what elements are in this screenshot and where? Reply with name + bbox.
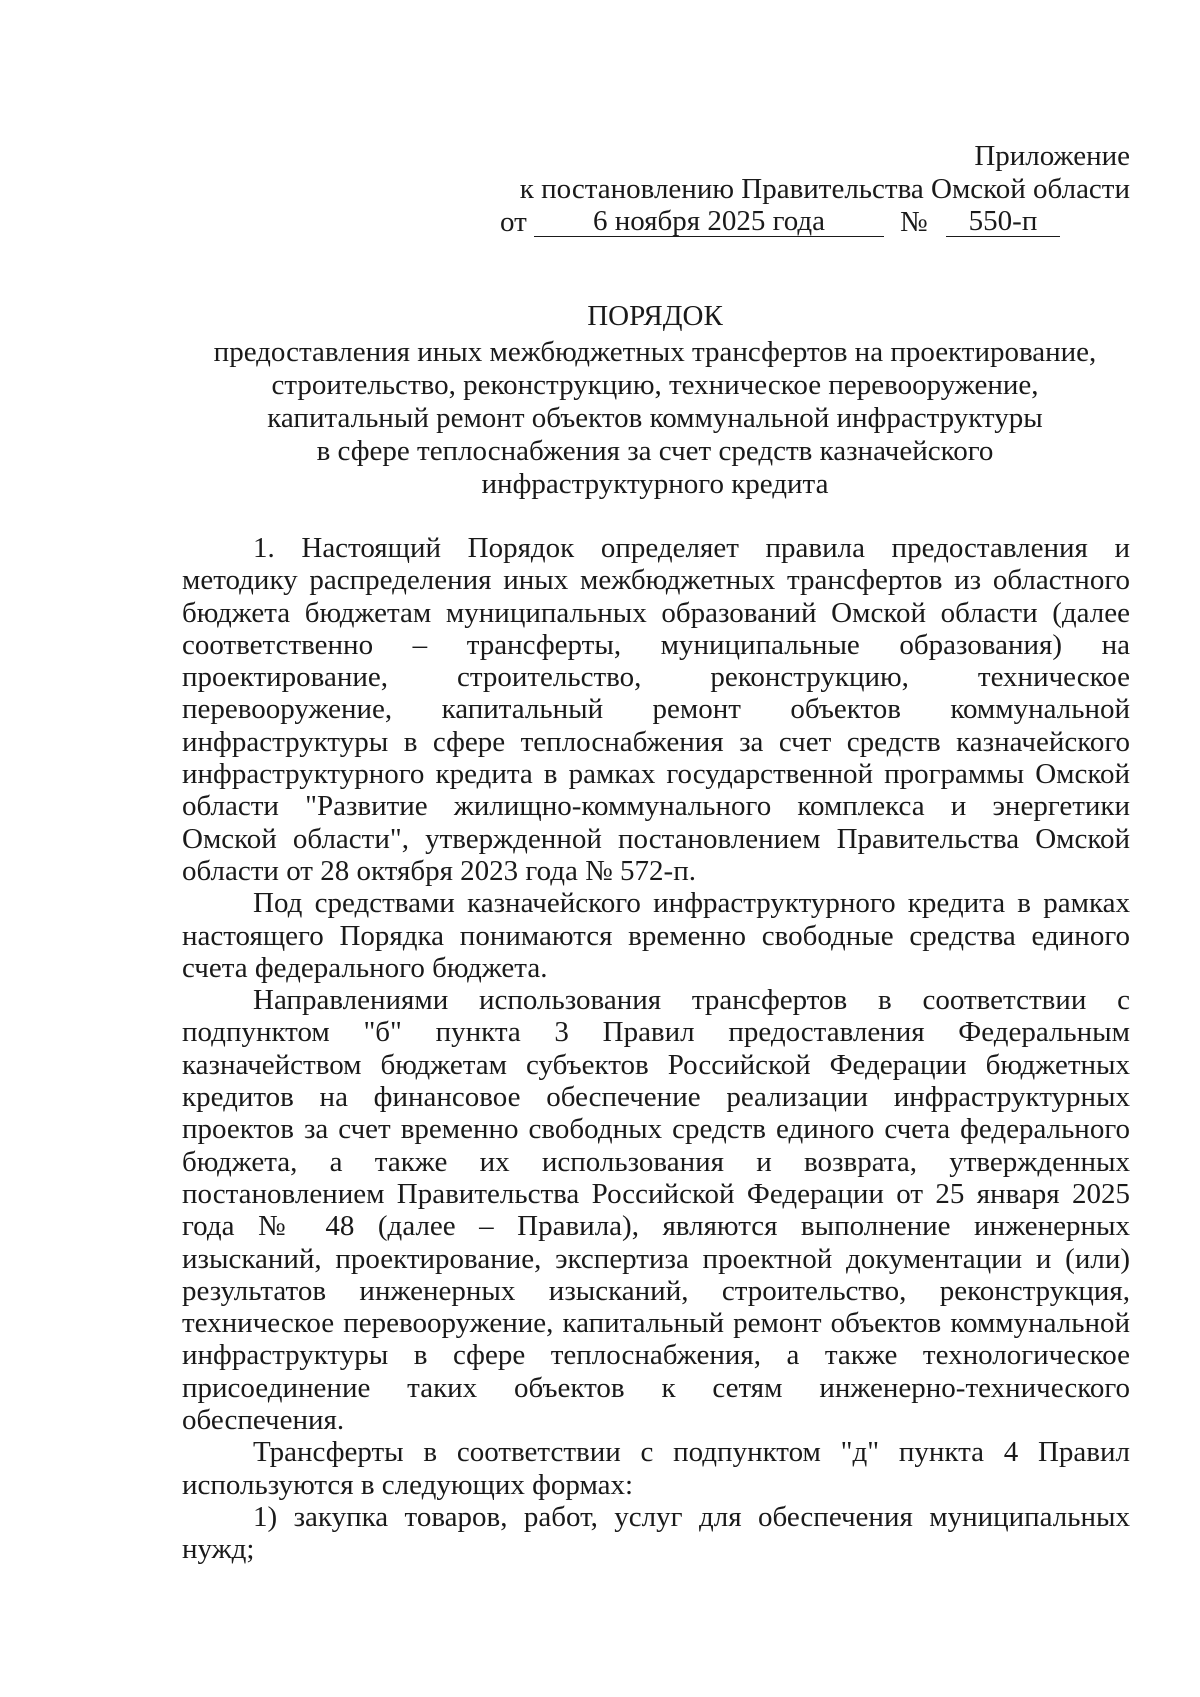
- resolution-date: 6 ноября 2025 года: [534, 206, 884, 237]
- title-line: в сфере теплоснабжения за счет средств казначейского: [316, 435, 994, 467]
- paragraph: Направлениями использования трансфертов в соответствии с подпунктом "б" пункта 3 Правил предоставления Федеральным казначейством бюджетам субъектов Российской Федерации бюджетных кредитов на финансовое обеспечение реализации инфраструктурных проектов за счет временно свободных средств единого счета федерального бюджета, а также их использования и возврата, утвержденных постановлением Правительства Российской Федерации от 25 января 2025 года № 48 (далее – Правила), являются выполнение инженерных изысканий, проектирование, экспертиза проектной документации и (или) результатов инженерных изысканий, строительство, реконструкция, техническое перевооружение, капитальный ремонт объектов коммунальной инфраструктуры в сфере теплоснабжения, а также технологическое присоединение таких объектов к сетям инженерно-технического обеспечения.: [182, 984, 1130, 1437]
- paragraph: Трансферты в соответствии с подпунктом "д" пункта 4 Правил используются в следующих формах:: [182, 1436, 1130, 1501]
- title-line: капитальный ремонт объектов коммунальной инфраструктуры: [267, 402, 1043, 434]
- date-number-line: [500, 206, 1130, 239]
- paragraph: Под средствами казначейского инфраструктурного кредита в рамках настоящего Порядка понимаются временно свободные средства единого счета федерального бюджета.: [182, 887, 1130, 984]
- resolution-number: 550-п: [946, 206, 1060, 237]
- document-title: [180, 300, 1130, 501]
- document-body: [182, 532, 1130, 1566]
- title-line: инфраструктурного кредита: [481, 468, 829, 500]
- resolution-reference: к постановлению Правительства Омской области: [519, 173, 1130, 205]
- title-line: предоставления иных межбюджетных трансфертов на проектирование,: [213, 336, 1097, 368]
- number-sign: №: [900, 206, 928, 238]
- paragraph: 1) закупка товаров, работ, услуг для обеспечения муниципальных нужд;: [182, 1500, 1130, 1566]
- date-prefix: от: [500, 206, 527, 238]
- paragraph: 1. Настоящий Порядок определяет правила предоставления и методику распределения иных межбюджетных трансфертов из областного бюджета бюджетам муниципальных образований Омской области (далее соответственно – трансферты, муниципальные образования) на проектирование, строительство, реконструкцию, техническое перевооружение, капитальный ремонт объектов коммунальной инфраструктуры в сфере теплоснабжения за счет средств казначейского инфраструктурного кредита в рамках государственной программы Омской области "Развитие жилищно-коммунального комплекса и энергетики Омской области", утвержденной постановлением Правительства Омской области от 28 октября 2023 года № 572-п.: [182, 532, 1130, 887]
- title-line: строительство, реконструкцию, техническое перевооружение,: [271, 369, 1039, 401]
- appendix-header: [500, 140, 1130, 239]
- title-main: ПОРЯДОК: [587, 300, 723, 332]
- appendix-label: Приложение: [974, 140, 1130, 172]
